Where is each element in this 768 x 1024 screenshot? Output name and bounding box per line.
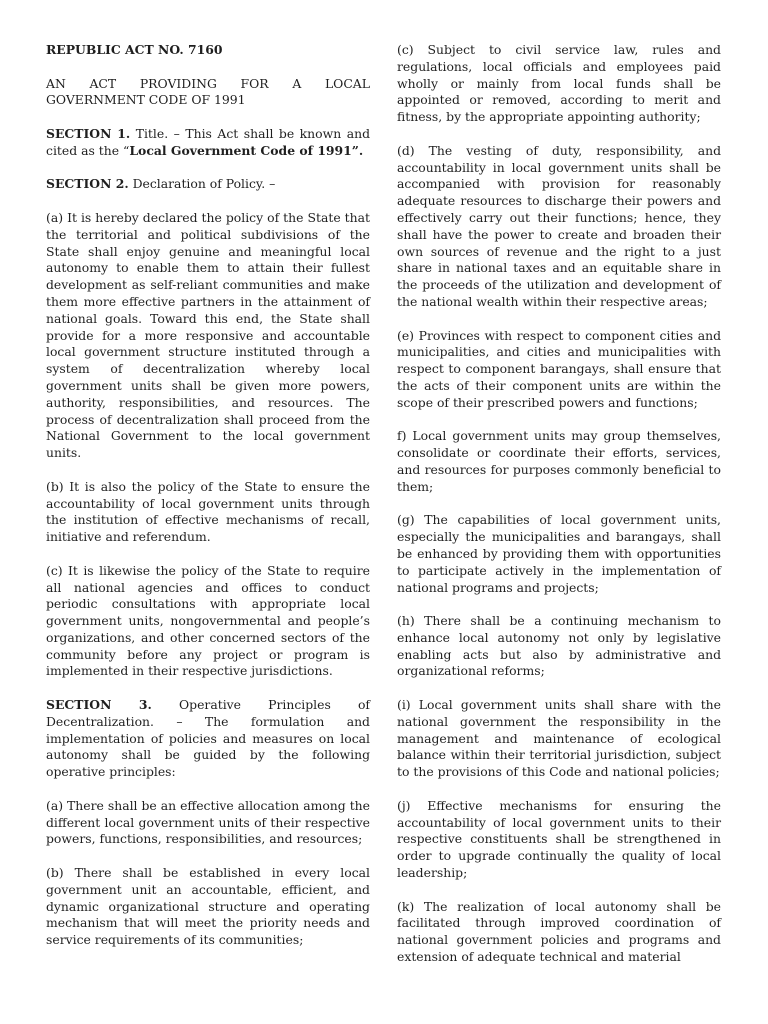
principle-e: (e) Provinces with respect to component cities and municipalities, and cities and municipalities with respect to component barangays, shall ensure that the acts of their component units are within the scope of their prescribed powers and functions; bbox=[397, 327, 721, 410]
act-number bbox=[46, 42, 370, 59]
act-title: AN ACT PROVIDING FOR A LOCAL GOVERNMENT CODE OF 1991 bbox=[46, 75, 370, 108]
principle-g: (g) The capabilities of local government units, especially the municipalities and barangays, shall be enhanced by providing them with opportunities to participate actively in the implementation of national programs and projects; bbox=[397, 512, 721, 595]
principle-b: (b) There shall be established in every local government unit an accountable, efficient, and dynamic organizational structure and operating mechanism that will meet the priority needs and service requirements of its communities; bbox=[46, 865, 370, 948]
left-column bbox=[46, 42, 370, 949]
section-1-heading: SECTION 1. bbox=[46, 125, 131, 141]
principle-i: (i) Local government units shall share with the national government the responsibility in the management and maintenance of ecological balance within their territorial jurisdiction, subject to the provisions of this Code and national policies; bbox=[397, 697, 721, 780]
section-2-text: Declaration of Policy. – bbox=[128, 176, 276, 192]
section-1 bbox=[46, 126, 370, 160]
principle-f: f) Local government units may group themselves, consolidate or coordinate their efforts, services, and resources for purposes commonly beneficial to them; bbox=[397, 428, 721, 494]
right-column bbox=[397, 42, 721, 966]
principle-k: (k) The realization of local autonomy shall be facilitated through improved coordination of national government policies and programs and extension of adequate technical and material bbox=[397, 898, 721, 965]
section-2-heading: SECTION 2. bbox=[46, 176, 129, 192]
principle-d: (d) The vesting of duty, responsibility, and accountability in local government units shall be accompanied with provision for reasonably adequate resources to discharge their powers and effectively carry out their functions; hence, they shall have the power to create and broaden their own sources of revenue and the right to a just share in national taxes and an equitable share in the proceeds of the utilization and development of the national wealth within their respective areas; bbox=[397, 142, 721, 309]
section-3-heading: SECTION 3. bbox=[46, 697, 152, 713]
section-1-text: Title. – This Act shall be known and cited as the “ bbox=[46, 125, 371, 158]
section-2-paragraph-a: (a) It is hereby declared the policy of the State that the territorial and political subdivisions of the State shall enjoy genuine and meaningful local autonomy to enable them to attain their fullest development as self-reliant communities and make them more effective partners in the attainment of national goals. Toward this end, the State shall provide for a more responsive and accountable local government structure instituted through a system of decentralization whereby local government units shall be given more powers, authority, responsibilities, and resources. The process of decentralization shall proceed from the National Government to the local government units. bbox=[46, 209, 370, 461]
section-3 bbox=[46, 697, 370, 781]
section-2-paragraph-c: (c) It is likewise the policy of the State to require all national agencies and offices to conduct periodic consultations with appropriate local government units, nongovernmental and people’s organizations, and other concerned sectors of the community before any project or program is implemented in their respective jurisdictions. bbox=[46, 562, 370, 679]
principle-h: (h) There shall be a continuing mechanism to enhance local autonomy not only by legislative enabling acts but also by administrative and organizational reforms; bbox=[397, 613, 721, 679]
act-number-text: REPUBLIC ACT NO. 7160 bbox=[46, 42, 223, 57]
principle-j: (j) Effective mechanisms for ensuring the accountability of local government units to their respective constituents shall be strengthened in order to upgrade continually the quality of local leadership; bbox=[397, 797, 721, 881]
principle-c: (c) Subject to civil service law, rules and regulations, local officials and employees paid wholly or mainly from local funds shall be appointed or removed, according to merit and fitness, by the appropriate appointing authority; bbox=[397, 42, 721, 125]
section-2 bbox=[46, 176, 370, 193]
code-name: Local Government Code of 1991”. bbox=[129, 142, 364, 158]
section-2-paragraph-b: (b) It is also the policy of the State to ensure the accountability of local government units through the institution of effective mechanisms of recall, initiative and referendum. bbox=[46, 478, 370, 545]
principle-a: (a) There shall be an effective allocation among the different local government units of their respective powers, functions, responsibilities, and resources; bbox=[46, 797, 370, 847]
section-3-text: Operative Principles of Decentralization. – The formulation and implementation of policies and measures on local autonomy shall be guided by the following operative principles: bbox=[46, 697, 371, 780]
